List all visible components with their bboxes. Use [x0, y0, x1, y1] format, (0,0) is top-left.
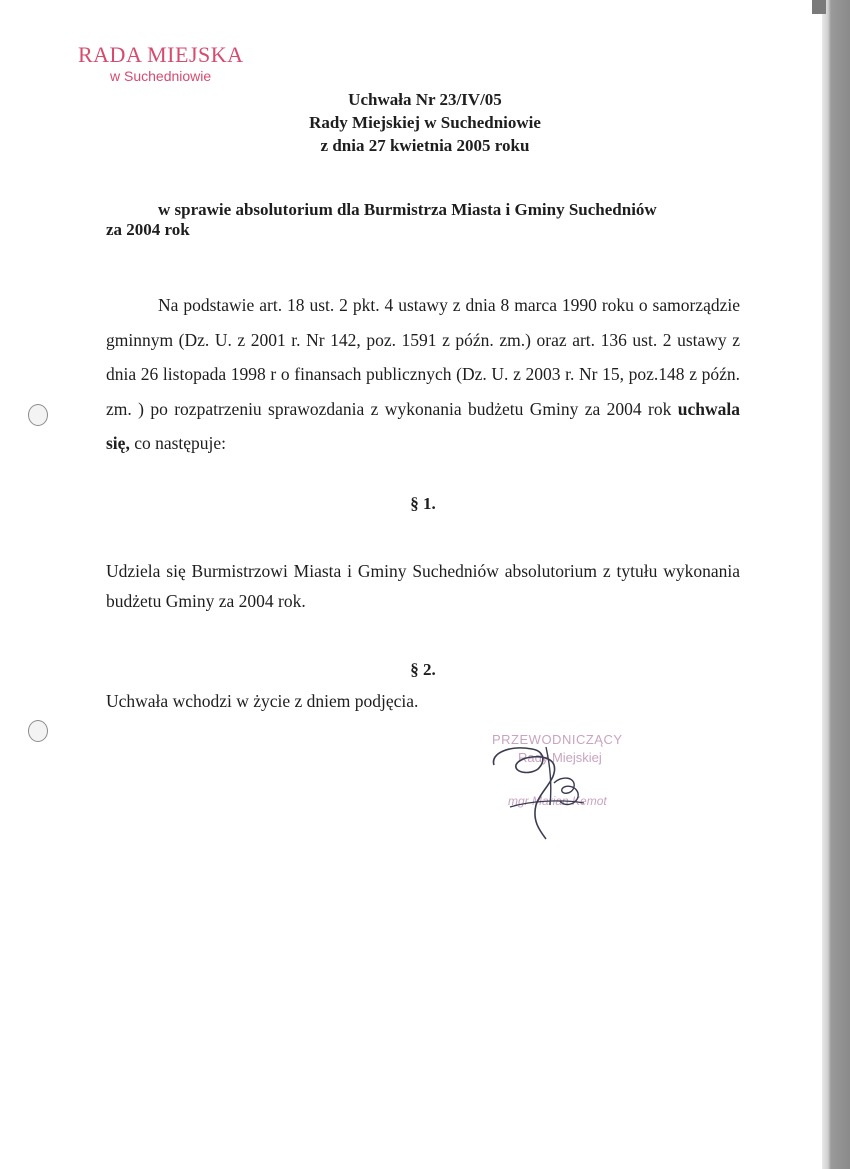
chairman-stamp-name: mgr Marian Kemot — [508, 794, 607, 808]
chairman-stamp-title: PRZEWODNICZĄCY — [492, 732, 623, 747]
scan-edge — [822, 0, 850, 1169]
handwritten-signature — [480, 735, 600, 845]
section-2-mark: § 2. — [410, 660, 436, 679]
scan-corner — [812, 0, 826, 14]
resolution-heading — [200, 88, 650, 157]
punch-hole-top — [28, 404, 48, 426]
council-stamp-title: RADA MIEJSKA — [78, 42, 244, 67]
preamble-text-end: co następuje: — [129, 433, 227, 453]
preamble-bold: uchwala się, — [106, 398, 740, 453]
preamble-text: Na podstawie art. 18 ust. 2 pkt. 4 ustawy z dnia 8 marca 1990 roku o samorządzie gminnym (Dz. U. z 2001 r. Nr 142, poz. 1591 z późn. zm.) oraz art. 136 ust. 2 ustawy z dnia 26 listopada 1998 r o finansach publicznych (Dz. U. z 2003 r. Nr 15, poz.148 z późn. zm. ) po rozpatrzeniu sprawozdania z wykonania budżetu Gminy za 2004 rok — [106, 295, 740, 419]
subject-line-2: za 2004 rok — [106, 220, 190, 239]
resolution-issuer: Rady Miejskiej w Suchedniowie — [309, 113, 541, 132]
council-stamp — [78, 42, 258, 84]
section-1-text: Udziela się Burmistrzowi Miasta i Gminy Suchedniów absolutorium z tytułu wykonania budżetu Gminy za 2004 rok. — [106, 561, 740, 611]
resolution-subject — [106, 200, 740, 240]
section-2-text: Uchwała wchodzi w życie z dniem podjęcia. — [106, 691, 419, 711]
subject-line-1: w sprawie absolutorium dla Burmistrza Miasta i Gminy Suchedniów — [158, 200, 657, 219]
preamble-paragraph — [106, 288, 740, 461]
chairman-stamp-subtitle: Rady Miejskiej — [518, 750, 602, 765]
council-stamp-subtitle: w Suchedniowie — [110, 68, 212, 84]
resolution-number: Uchwała Nr 23/IV/05 — [348, 90, 502, 109]
resolution-date: z dnia 27 kwietnia 2005 roku — [320, 136, 530, 155]
punch-hole-bottom — [28, 720, 48, 742]
section-1-mark: § 1. — [410, 494, 436, 513]
